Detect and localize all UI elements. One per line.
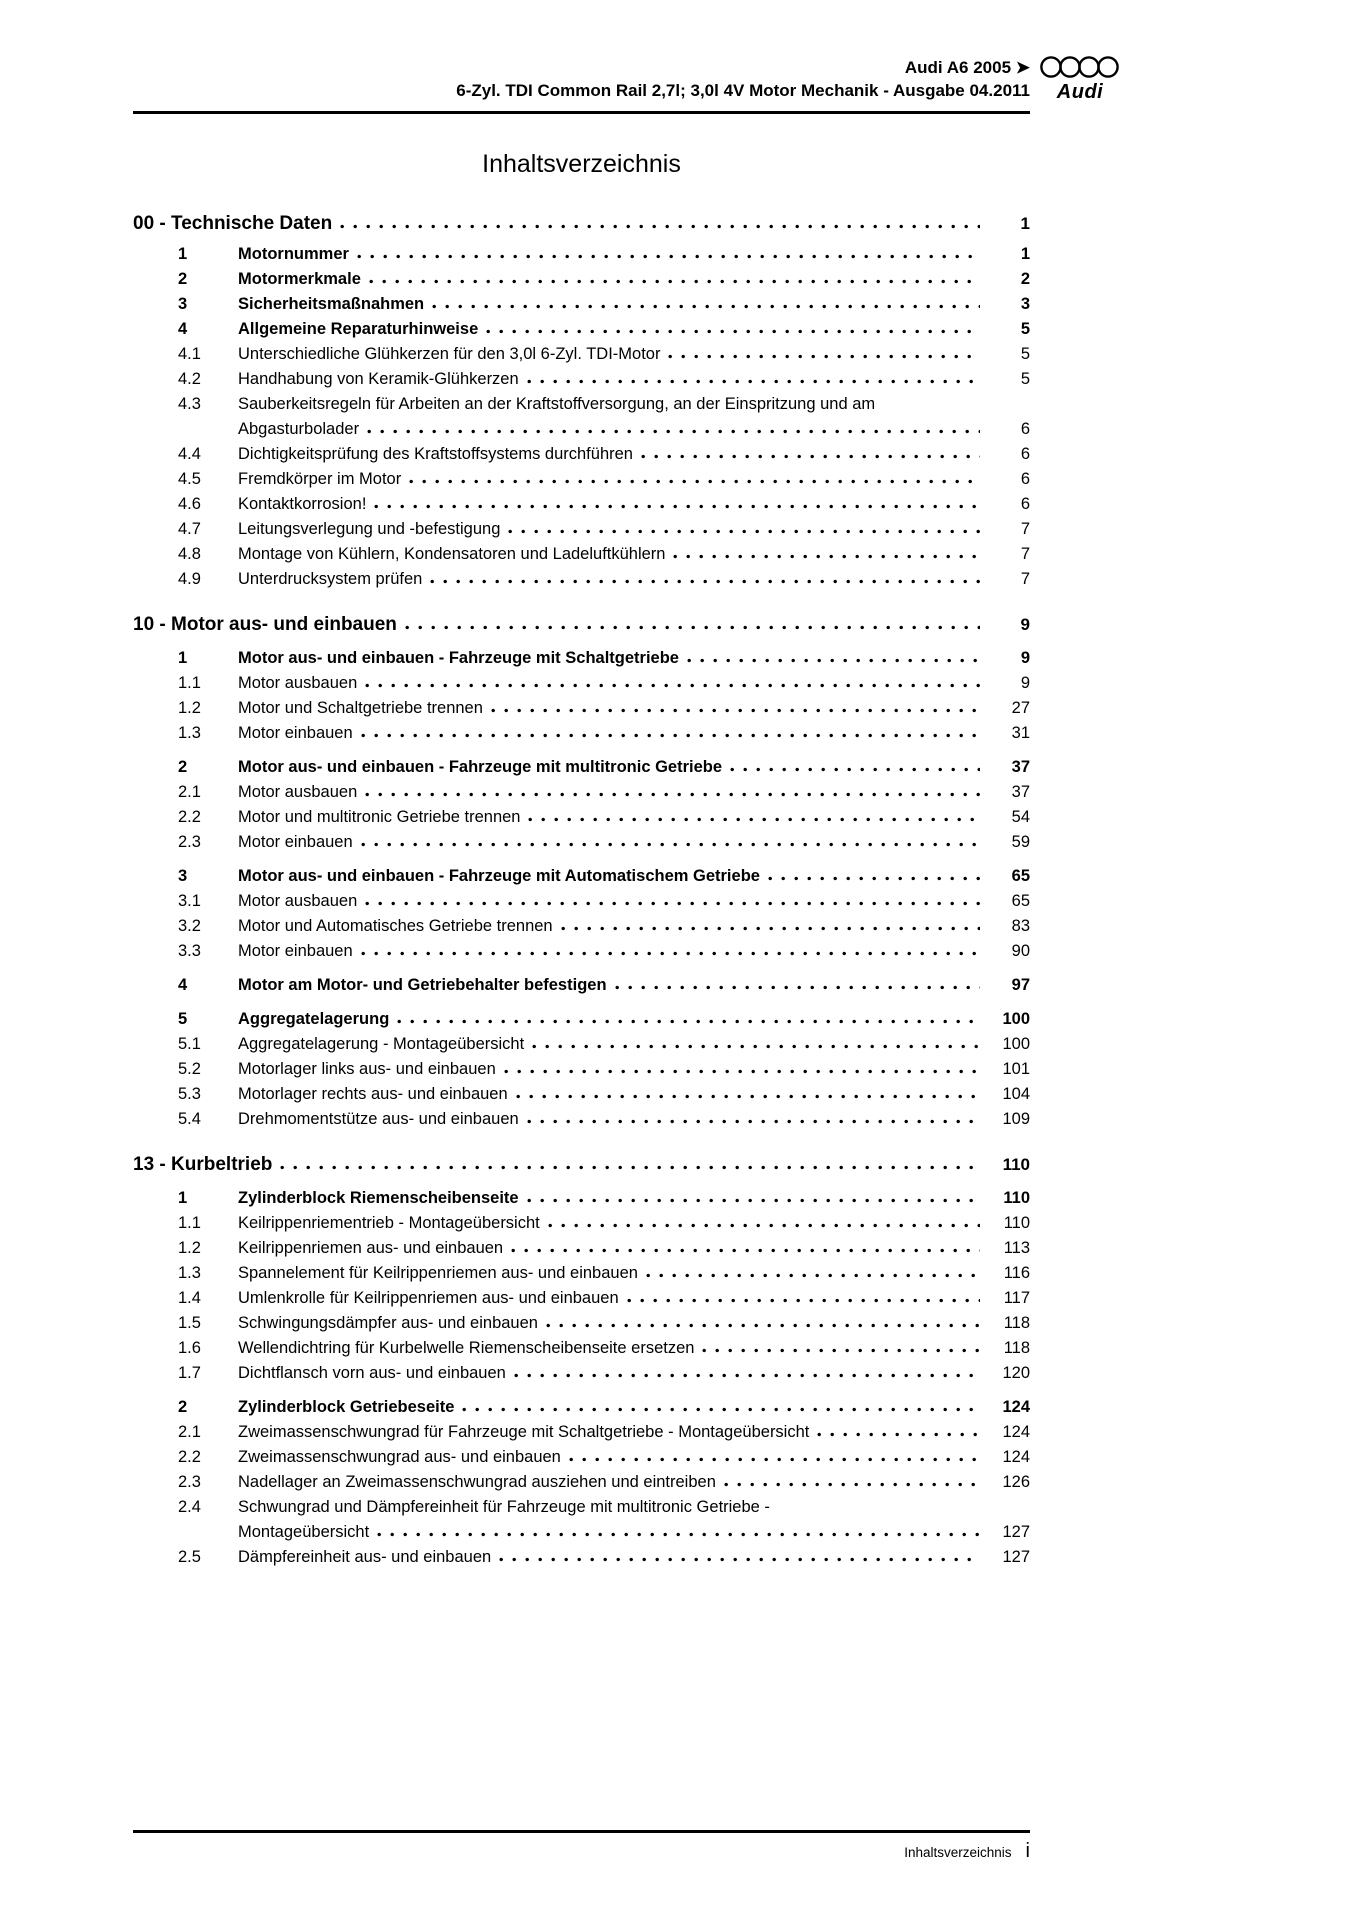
- toc-entry-title: Motor einbauen: [238, 833, 353, 851]
- toc-entry-title: Leitungsverlegung und -befestigung: [238, 520, 501, 538]
- toc-entry-row: [133, 973, 1030, 998]
- toc-entry-title: 13 - Kurbeltrieb: [133, 1154, 273, 1175]
- toc-entry-page: 117: [1003, 1289, 1030, 1307]
- toc-entry-page: 120: [1002, 1364, 1030, 1382]
- toc-entry-number: 2.3: [178, 833, 201, 851]
- dot-leader: [357, 254, 980, 259]
- toc-entry-page: 127: [1002, 1548, 1030, 1566]
- toc-entry-title: Dämpfereinheit aus- und einbauen: [238, 1548, 492, 1566]
- toc-entry-row: [133, 646, 1030, 671]
- toc-entry-page: 37: [1011, 783, 1030, 801]
- toc-entry-number: 5.3: [178, 1085, 201, 1103]
- toc-entry-row: [133, 567, 1030, 592]
- toc-entry-number: 4.9: [178, 570, 201, 588]
- dot-leader: [405, 625, 980, 630]
- toc-entry-page: 126: [1002, 1473, 1030, 1491]
- toc-entry-title: Motor und Automatisches Getriebe trennen: [238, 917, 553, 935]
- toc-entry-page: 6: [1020, 495, 1030, 513]
- toc-entry-page: 5: [1020, 320, 1030, 338]
- toc-entry-page: 113: [1003, 1239, 1030, 1257]
- toc-entry-title: Unterschiedliche Glühkerzen für den 3,0l 6-Zyl. TDI-Motor: [238, 345, 661, 363]
- toc-entry-title: Motor aus- und einbauen - Fahrzeuge mit Schaltgetriebe: [238, 649, 679, 667]
- toc-entry-title: 00 - Technische Daten: [133, 213, 333, 234]
- toc-entry-row: [133, 1495, 1030, 1520]
- toc-entry-title: 10 - Motor aus- und einbauen: [133, 614, 397, 635]
- toc-section: [133, 1152, 1030, 1570]
- dot-leader: [569, 1457, 980, 1462]
- toc-section: [133, 612, 1030, 1132]
- toc-entry-number: 2.3: [178, 1473, 201, 1491]
- toc-entry-page: 83: [1011, 917, 1030, 935]
- toc-entry-row: [133, 914, 1030, 939]
- toc-entry-page: 7: [1020, 520, 1030, 538]
- toc-entry-page: 110: [1003, 1189, 1030, 1207]
- toc-entry-page: 31: [1011, 724, 1030, 742]
- toc-entry-page: 1: [1020, 245, 1030, 263]
- toc-entry-page: 101: [1002, 1060, 1030, 1078]
- toc-entry-page: 124: [1002, 1448, 1030, 1466]
- toc-entry-number: 1.5: [178, 1314, 201, 1332]
- toc-entry-title: Aggregatelagerung: [238, 1010, 390, 1028]
- toc-entry-title: Schwingungsdämpfer aus- und einbauen: [238, 1314, 538, 1332]
- toc-entry-number: 2.2: [178, 808, 201, 826]
- toc-entry-number: 2.2: [178, 1448, 201, 1466]
- dot-leader: [527, 379, 980, 384]
- toc-entry-title: Zylinderblock Getriebeseite: [238, 1398, 455, 1416]
- toc-entry-title: Umlenkrolle für Keilrippenriemen aus- und einbauen: [238, 1289, 619, 1307]
- toc-entry-row: [133, 1361, 1030, 1386]
- header-divider: [133, 111, 1030, 114]
- toc-entry-number: 3: [178, 867, 188, 885]
- footer-page-number: i: [1025, 1840, 1030, 1862]
- dot-leader: [508, 529, 980, 534]
- toc-entry-page: 109: [1002, 1110, 1030, 1128]
- toc-entry-number: 1.2: [178, 1239, 201, 1257]
- dot-leader: [491, 708, 980, 713]
- toc-entry-page: 27: [1011, 699, 1030, 717]
- toc-entry-number: 4.2: [178, 370, 201, 388]
- dot-leader: [511, 1248, 980, 1253]
- toc-entry-number: 4.8: [178, 545, 201, 563]
- toc-entry-number: 2.4: [178, 1498, 201, 1516]
- audi-wordmark: Audi: [1056, 81, 1104, 103]
- toc-entry-page: 124: [1002, 1423, 1030, 1441]
- dot-leader: [516, 1094, 980, 1099]
- toc-entry-page: 100: [1002, 1010, 1030, 1028]
- dot-leader: [432, 304, 980, 309]
- footer-label: Inhaltsverzeichnis: [904, 1845, 1012, 1860]
- toc-entry-row: [133, 392, 1030, 417]
- toc-entry-page: 1: [1020, 214, 1030, 233]
- toc-entry-row: [133, 317, 1030, 342]
- dot-leader: [365, 901, 980, 906]
- toc-entry-row: [133, 267, 1030, 292]
- header-model-line: Audi A6 2005 ➤: [904, 58, 1030, 77]
- toc-entry-number: 4.4: [178, 445, 201, 463]
- dot-leader: [430, 579, 980, 584]
- dot-leader: [546, 1323, 980, 1328]
- toc-entry-number: 5.1: [178, 1035, 201, 1053]
- toc-entry-number: 4: [178, 976, 188, 994]
- toc-entry-title: Motorlager rechts aus- und einbauen: [238, 1085, 508, 1103]
- dot-leader: [527, 1198, 980, 1203]
- toc-entry-page: 37: [1011, 758, 1030, 776]
- toc-entry-number: 4.3: [178, 395, 201, 413]
- toc-entry-page: 3: [1020, 295, 1030, 313]
- toc-entry-title: Keilrippenriemen aus- und einbauen: [238, 1239, 504, 1257]
- toc-entry-row: [133, 1082, 1030, 1107]
- toc-entry-row: [133, 1520, 1030, 1545]
- toc-entry-title: Fremdkörper im Motor: [238, 470, 402, 488]
- dot-leader: [377, 1532, 980, 1537]
- dot-leader: [702, 1348, 980, 1353]
- toc-entry-page: 110: [1002, 1155, 1030, 1174]
- toc: [133, 211, 1030, 1570]
- toc-entry-number: 3.3: [178, 942, 201, 960]
- toc-entry-title: Motor am Motor- und Getriebehalter befestigen: [238, 976, 607, 994]
- toc-entry-title: Montage von Kühlern, Kondensatoren und Ladeluftkühlern: [238, 545, 666, 563]
- audi-logo-block: [1040, 54, 1120, 104]
- toc-entry-number: 4.6: [178, 495, 201, 513]
- toc-entry-number: 1.1: [178, 674, 201, 692]
- toc-entry-number: 5.2: [178, 1060, 201, 1078]
- dot-leader: [730, 767, 980, 772]
- dot-leader: [486, 329, 980, 334]
- toc-entry-row: [133, 1236, 1030, 1261]
- toc-entry-page: 59: [1011, 833, 1030, 851]
- toc-entry-page: 90: [1011, 942, 1030, 960]
- toc-entry-row: [133, 805, 1030, 830]
- toc-entry-title: Kontaktkorrosion!: [238, 495, 367, 513]
- toc-entry-row: [133, 1395, 1030, 1420]
- toc-entry-page: 124: [1002, 1398, 1030, 1416]
- toc-entry-title: Schwungrad und Dämpfereinheit für Fahrzeuge mit multitronic Getriebe -: [238, 1498, 770, 1516]
- toc-entry-row: [133, 342, 1030, 367]
- toc-entry-title: Motor aus- und einbauen - Fahrzeuge mit Automatischem Getriebe: [238, 867, 760, 885]
- toc-entry-title: Nadellager an Zweimassenschwungrad ausziehen und eintreiben: [238, 1473, 716, 1491]
- toc-entry-page: 7: [1020, 570, 1030, 588]
- toc-entry-number: 4.5: [178, 470, 201, 488]
- dot-leader: [548, 1223, 980, 1228]
- toc-entry-page: 65: [1011, 867, 1030, 885]
- audi-rings-icon: [1040, 54, 1120, 80]
- toc-entry-page: 118: [1003, 1339, 1030, 1357]
- toc-entry-page: 65: [1011, 892, 1030, 910]
- toc-entry-page: 9: [1020, 674, 1030, 692]
- toc-entry-row: [133, 755, 1030, 780]
- toc-entry-title: Motor ausbauen: [238, 674, 358, 692]
- toc-entry-number: 1.4: [178, 1289, 201, 1307]
- dot-leader: [409, 479, 980, 484]
- toc-entry-row: [133, 1336, 1030, 1361]
- dot-leader: [627, 1298, 980, 1303]
- page-title: Inhaltsverzeichnis: [482, 150, 681, 178]
- toc-entry-number: 1.1: [178, 1214, 201, 1232]
- toc-entry-number: 1.3: [178, 724, 201, 742]
- dot-leader: [499, 1557, 980, 1562]
- toc-entry-number: 5.4: [178, 1110, 201, 1128]
- toc-chapter-row: [133, 612, 1030, 637]
- toc-entry-number: 3: [178, 295, 188, 313]
- toc-entry-number: 3.1: [178, 892, 201, 910]
- toc-entry-row: [133, 542, 1030, 567]
- toc-entry-number: 2: [178, 758, 188, 776]
- toc-entry-page: 100: [1002, 1035, 1030, 1053]
- toc-entry-number: 2.1: [178, 783, 201, 801]
- toc-entry-number: 2.5: [178, 1548, 201, 1566]
- toc-entry-row: [133, 889, 1030, 914]
- toc-entry-title: Dichtflansch vorn aus- und einbauen: [238, 1364, 506, 1382]
- dot-leader: [646, 1273, 980, 1278]
- toc-entry-title: Motor einbauen: [238, 724, 353, 742]
- toc-entry-page: 7: [1020, 545, 1030, 563]
- toc-entry-page: 9: [1020, 615, 1030, 634]
- toc-entry-row: [133, 1311, 1030, 1336]
- toc-entry-title: Montageübersicht: [238, 1523, 370, 1541]
- toc-entry-title: Motor und multitronic Getriebe trennen: [238, 808, 521, 826]
- dot-leader: [504, 1069, 980, 1074]
- dot-leader: [365, 792, 980, 797]
- dot-leader: [528, 817, 980, 822]
- toc-entry-title: Unterdrucksystem prüfen: [238, 570, 423, 588]
- toc-entry-number: 4.1: [178, 345, 201, 363]
- toc-entry-title: Zylinderblock Riemenscheibenseite: [238, 1189, 519, 1207]
- toc-entry-row: [133, 721, 1030, 746]
- dot-leader: [668, 354, 980, 359]
- toc-entry-number: 1: [178, 649, 188, 667]
- dot-leader: [361, 842, 980, 847]
- toc-entry-row: [133, 442, 1030, 467]
- toc-entry-row: [133, 939, 1030, 964]
- toc-entry-row: [133, 417, 1030, 442]
- toc-entry-row: [133, 1545, 1030, 1570]
- toc-entry-title: Drehmomentstütze aus- und einbauen: [238, 1110, 519, 1128]
- dot-leader: [532, 1044, 980, 1049]
- toc-entry-title: Wellendichtring für Kurbelwelle Riemenscheibenseite ersetzen: [238, 1339, 695, 1357]
- toc-entry-title: Handhabung von Keramik-Glühkerzen: [238, 370, 519, 388]
- toc-entry-number: 4: [178, 320, 188, 338]
- dot-leader: [369, 279, 980, 284]
- toc-entry-row: [133, 1470, 1030, 1495]
- toc-entry-row: [133, 671, 1030, 696]
- dot-leader: [768, 876, 980, 881]
- toc-entry-row: [133, 1032, 1030, 1057]
- toc-entry-row: [133, 1286, 1030, 1311]
- dot-leader: [527, 1119, 980, 1124]
- toc-entry-page: 97: [1011, 976, 1030, 994]
- dot-leader: [397, 1019, 980, 1024]
- toc-entry-title: Sauberkeitsregeln für Arbeiten an der Kraftstoffversorgung, an der Einspritzung und am: [238, 395, 876, 413]
- toc-entry-row: [133, 492, 1030, 517]
- toc-entry-title: Abgasturbolader: [238, 420, 360, 438]
- dot-leader: [514, 1373, 980, 1378]
- toc-entry-page: 6: [1020, 420, 1030, 438]
- toc-entry-row: [133, 1211, 1030, 1236]
- toc-entry-title: Spannelement für Keilrippenriemen aus- und einbauen: [238, 1264, 638, 1282]
- toc-entry-number: 1.7: [178, 1364, 201, 1382]
- dot-leader: [687, 658, 980, 663]
- toc-entry-row: [133, 367, 1030, 392]
- dot-leader: [673, 554, 980, 559]
- dot-leader: [724, 1482, 980, 1487]
- toc-entry-page: 54: [1011, 808, 1030, 826]
- toc-entry-row: [133, 1261, 1030, 1286]
- toc-entry-page: 110: [1003, 1214, 1030, 1232]
- toc-entry-row: [133, 1057, 1030, 1082]
- toc-entry-row: [133, 1420, 1030, 1445]
- toc-section: [133, 211, 1030, 592]
- toc-entry-page: 5: [1020, 370, 1030, 388]
- dot-leader: [367, 429, 980, 434]
- dot-leader: [374, 504, 980, 509]
- toc-entry-page: 104: [1002, 1085, 1030, 1103]
- dot-leader: [365, 683, 980, 688]
- toc-entry-number: 2: [178, 270, 188, 288]
- dot-leader: [280, 1165, 980, 1170]
- toc-entry-title: Motormerkmale: [238, 270, 361, 288]
- toc-entry-row: [133, 1007, 1030, 1032]
- doc-footer: [133, 1840, 1030, 1863]
- dot-leader: [340, 224, 980, 229]
- toc-entry-title: Motorlager links aus- und einbauen: [238, 1060, 496, 1078]
- toc-entry-page: 6: [1020, 470, 1030, 488]
- toc-entry-title: Zweimassenschwungrad für Fahrzeuge mit Schaltgetriebe - Montageübersicht: [238, 1423, 810, 1441]
- toc-entry-page: 116: [1003, 1264, 1030, 1282]
- toc-entry-page: 5: [1020, 345, 1030, 363]
- toc-entry-title: Motor aus- und einbauen - Fahrzeuge mit multitronic Getriebe: [238, 758, 723, 776]
- toc-entry-number: 1.3: [178, 1264, 201, 1282]
- dot-leader: [615, 985, 980, 990]
- toc-entry-title: Motornummer: [238, 245, 349, 263]
- toc-entry-row: [133, 780, 1030, 805]
- toc-entry-title: Dichtigkeitsprüfung des Kraftstoffsystems durchführen: [238, 445, 633, 463]
- toc-entry-row: [133, 242, 1030, 267]
- toc-entry-row: [133, 467, 1030, 492]
- dot-leader: [462, 1407, 980, 1412]
- toc-entry-row: [133, 517, 1030, 542]
- toc-chapter-row: [133, 211, 1030, 236]
- toc-entry-row: [133, 696, 1030, 721]
- toc-entry-number: 1: [178, 1189, 188, 1207]
- toc-entry-title: Motor ausbauen: [238, 892, 358, 910]
- toc-entry-row: [133, 830, 1030, 855]
- toc-entry-number: 1.6: [178, 1339, 201, 1357]
- dot-leader: [817, 1432, 980, 1437]
- toc-entry-number: 2.1: [178, 1423, 201, 1441]
- toc-entry-number: 1.2: [178, 699, 201, 717]
- toc-entry-title: Motor ausbauen: [238, 783, 358, 801]
- dot-leader: [361, 733, 980, 738]
- dot-leader: [361, 951, 980, 956]
- toc-entry-title: Aggregatelagerung - Montageübersicht: [238, 1035, 525, 1053]
- toc-entry-page: 2: [1020, 270, 1030, 288]
- toc-entry-row: [133, 292, 1030, 317]
- toc-entry-row: [133, 864, 1030, 889]
- toc-entry-number: 3.2: [178, 917, 201, 935]
- toc-entry-row: [133, 1445, 1030, 1470]
- dot-leader: [641, 454, 980, 459]
- toc-entry-title: Motor einbauen: [238, 942, 353, 960]
- toc-entry-title: Motor und Schaltgetriebe trennen: [238, 699, 483, 717]
- header-edition-line: 6-Zyl. TDI Common Rail 2,7l; 3,0l 4V Motor Mechanik - Ausgabe 04.2011: [456, 81, 1030, 100]
- toc-entry-page: 9: [1020, 649, 1030, 667]
- toc-entry-number: 4.7: [178, 520, 201, 538]
- doc-header: [133, 56, 1030, 102]
- dot-leader: [561, 926, 980, 931]
- toc-entry-page: 127: [1002, 1523, 1030, 1541]
- toc-entry-number: 1: [178, 245, 188, 263]
- toc-content: [133, 150, 1030, 1570]
- toc-entry-title: Zweimassenschwungrad aus- und einbauen: [238, 1448, 561, 1466]
- toc-entry-title: Keilrippenriementrieb - Montageübersicht: [238, 1214, 540, 1232]
- footer-divider: [133, 1830, 1030, 1833]
- toc-entry-page: 6: [1020, 445, 1030, 463]
- toc-entry-row: [133, 1186, 1030, 1211]
- toc-entry-title: Sicherheitsmaßnahmen: [238, 295, 425, 313]
- toc-entry-number: 5: [178, 1010, 188, 1028]
- toc-entry-row: [133, 1107, 1030, 1132]
- toc-entry-page: 118: [1003, 1314, 1030, 1332]
- toc-chapter-row: [133, 1152, 1030, 1177]
- toc-entry-title: Allgemeine Reparaturhinweise: [238, 320, 479, 338]
- toc-entry-number: 2: [178, 1398, 188, 1416]
